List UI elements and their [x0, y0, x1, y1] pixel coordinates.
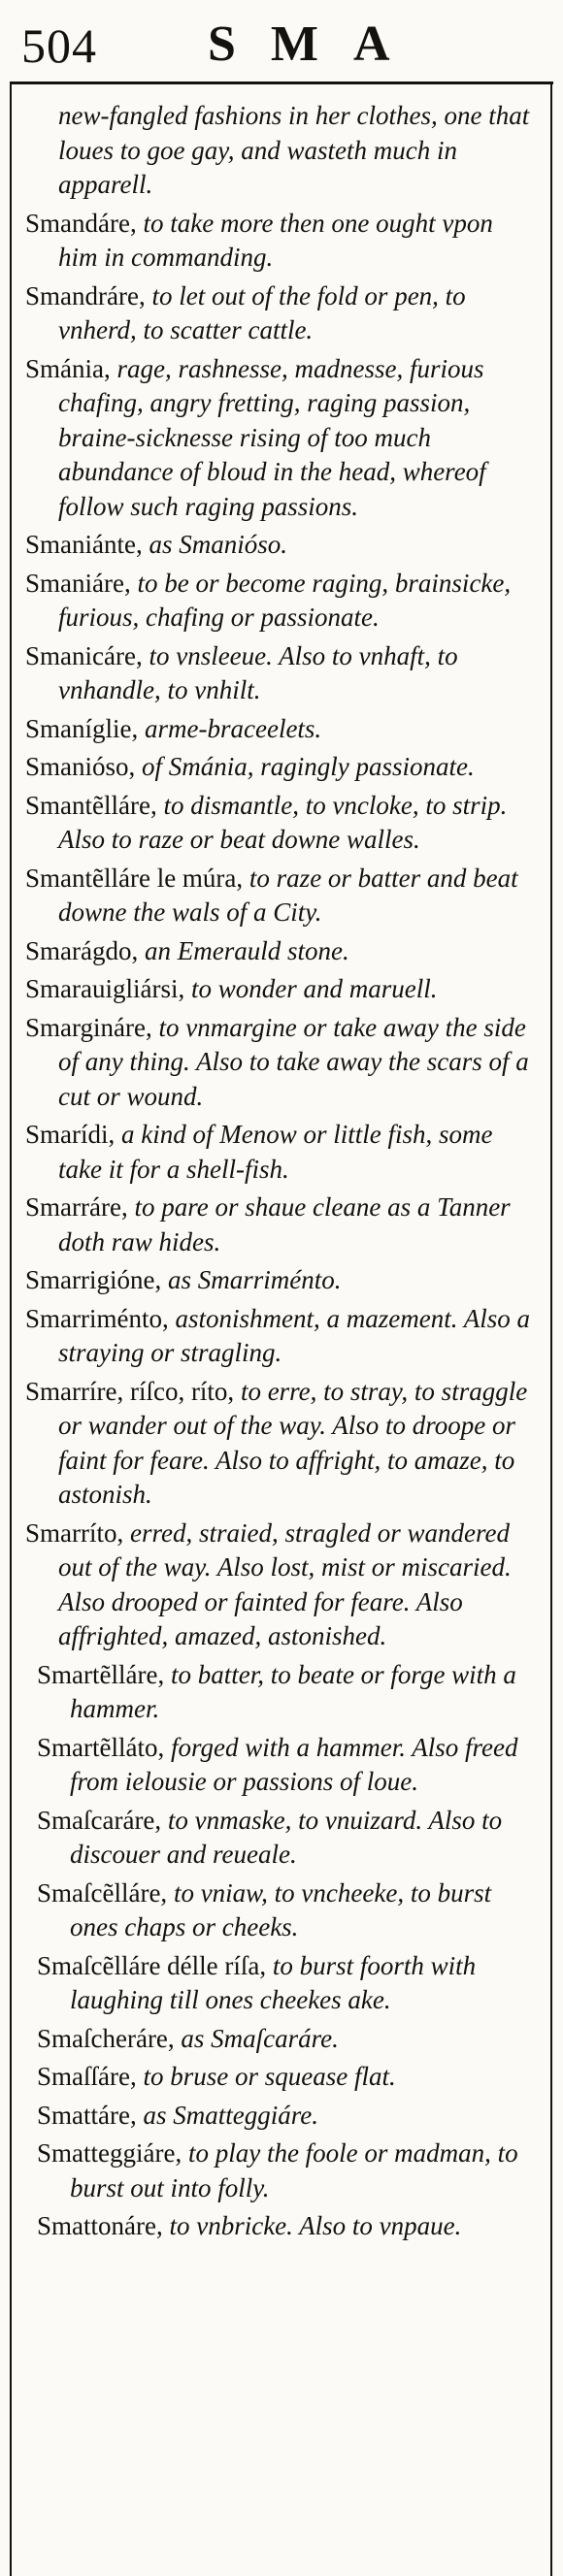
page-header — [0, 0, 563, 93]
entry-definition: to dismantle, to vncloke, to strip. Also to raze or beat downe walles. — [58, 790, 508, 854]
dictionary-entry — [25, 207, 538, 276]
entry-definition: an Emerauld stone. — [144, 935, 349, 965]
entry-headword: Smarágdo, — [25, 935, 139, 965]
dictionary-entry — [25, 1302, 538, 1371]
header-rule — [10, 82, 553, 84]
dictionary-entry — [25, 279, 538, 348]
dictionary-entry — [25, 99, 538, 203]
entry-definition: as Smaſcaráre. — [181, 2023, 339, 2053]
dictionary-entry — [25, 934, 538, 969]
entry-definition: to burst foorth with laughing till ones cheekes ake. — [70, 1950, 477, 2014]
entry-headword: Smarriménto, — [25, 1303, 169, 1333]
entry-definition: to pare or shaue cleane as a Tanner doth raw hides. — [58, 1192, 511, 1256]
entry-headword: Smanicáre, — [25, 640, 143, 670]
dictionary-entry — [25, 789, 538, 858]
entry-definition: to bruse or squease flat. — [143, 2062, 396, 2091]
entry-headword: Smarríto, — [25, 1517, 124, 1548]
entry-definition: of Smánia, ragingly passionate. — [142, 752, 475, 781]
entry-definition: to take more then one ought vpon him in commanding. — [58, 208, 493, 272]
dictionary-entry — [25, 862, 538, 930]
entry-headword: Smarauigliársi, — [25, 974, 185, 1003]
entry-headword: Smaſcẽlláre délle ríſa, — [37, 1950, 267, 1980]
entry-headword: Smatteggiáre, — [37, 2138, 182, 2168]
entry-headword: Smattonáre, — [37, 2211, 163, 2240]
entry-definition: to vnsleeue. Also to vnhaft, to vnhandle, to vnhilt. — [58, 640, 458, 704]
dictionary-entry — [37, 1731, 538, 1800]
entry-definition: to erre, to stray, to straggle or wander out of the way. Also to droope or faint for feare. Also to affright, to amaze, to astonish. — [58, 1376, 528, 1509]
entry-headword: Smaſcheráre, — [37, 2023, 175, 2053]
dictionary-entry — [37, 2099, 538, 2134]
entry-headword: Smartẽlláto, — [37, 1732, 165, 1762]
dictionary-entry — [25, 1118, 538, 1187]
entry-headword: Smargináre, — [25, 1012, 152, 1042]
dictionary-entry — [37, 1658, 538, 1727]
dictionary-entry — [25, 750, 538, 785]
entry-definition: as Smatteggiáre. — [143, 2100, 318, 2130]
entry-headword: Smartẽlláre, — [37, 1659, 165, 1689]
dictionary-entry — [25, 1263, 538, 1298]
entry-definition: astonishment, a mazement. Also a straying or stragling. — [58, 1303, 530, 1367]
dictionary-entry — [37, 2060, 538, 2095]
entry-definition: to be or become raging, brainsicke, furious, chafing or passionate. — [58, 568, 512, 632]
column-rule-left — [10, 82, 12, 2576]
entry-definition: rage, rashnesse, madnesse, furious chafing, angry fretting, raging passion, braine-sicknesse rising of too much abundance of bloud in the head, whereof follow such raging passions. — [58, 353, 486, 521]
entry-headword: Smaniánte, — [25, 530, 143, 559]
entry-definition: to raze or batter and beat downe the wals of a City. — [58, 863, 518, 927]
entry-definition: as Smanióso. — [149, 530, 287, 559]
dictionary-entry — [37, 1949, 538, 2018]
entry-headword: Smánia, — [25, 353, 111, 383]
page-number: 504 — [21, 18, 97, 73]
entry-headword: Smarídi, — [25, 1120, 116, 1149]
dictionary-entry — [25, 639, 538, 708]
entry-definition: to play the foole or madman, to burst out into folly. — [70, 2138, 518, 2202]
entry-headword: Smanióso, — [25, 752, 136, 781]
entry-definition: to vniaw, to vncheeke, to burst ones chaps or cheeks. — [70, 1877, 492, 1941]
entry-definition: to batter, to beate or forge with a hammer. — [70, 1659, 516, 1723]
entry-headword: Smarrigióne, — [25, 1265, 162, 1294]
dictionary-entry — [25, 1375, 538, 1513]
entry-definition: to vnbricke. Also to vnpaue. — [169, 2211, 462, 2240]
dictionary-entry — [37, 2136, 538, 2205]
entry-headword: Smattáre, — [37, 2100, 137, 2130]
dictionary-column — [25, 99, 538, 2248]
entry-headword: Smandáre, — [25, 208, 137, 238]
entry-definition: to let out of the fold or pen, to vnherd, to scatter cattle. — [58, 280, 466, 344]
dictionary-entry — [25, 1190, 538, 1259]
entry-definition: to wonder and maruell. — [190, 974, 438, 1003]
dictionary-entry — [25, 972, 538, 1007]
entry-headword: Smaſcaráre, — [37, 1805, 162, 1835]
entry-definition: arme-braceelets. — [145, 713, 322, 743]
entry-headword: Smaniáre, — [25, 568, 131, 598]
entry-headword: Smaſcẽlláre, — [37, 1877, 168, 1908]
dictionary-entry — [37, 1876, 538, 1945]
column-rule-right — [550, 82, 552, 2576]
entry-definition: a kind of Menow or little fish, some take it for a shell-fish. — [58, 1120, 493, 1184]
entry-headword: Smarráre, — [25, 1192, 128, 1222]
entry-headword: Smaníglie, — [25, 713, 139, 743]
entry-definition: to vnmaske, to vnuizard. Also to discouer and reueale. — [70, 1805, 503, 1869]
dictionary-entry — [25, 1516, 538, 1654]
entry-definition: forged with a hammer. Also freed from ielousie or passions of loue. — [70, 1732, 518, 1796]
dictionary-entry — [25, 352, 538, 525]
entry-definition: erred, straied, stragled or wandered out of the way. Also lost, mist or miscaried. Also drooped or fainted for feare. Also affrighted, amazed, astonished. — [58, 1517, 512, 1650]
dictionary-entry — [25, 528, 538, 563]
dictionary-entry — [25, 712, 538, 747]
entry-definition: to vnmargine or take away the side of any thing. Also to take away the scars of a cut or wound. — [58, 1012, 529, 1111]
entry-headword: Smaſſáre, — [37, 2062, 137, 2091]
entry-headword: Smantẽlláre, — [25, 790, 157, 820]
running-head: SMA — [208, 16, 425, 72]
entry-headword: Smandráre, — [25, 280, 146, 310]
dictionary-entry — [37, 1804, 538, 1873]
dictionary-entry — [25, 567, 538, 636]
dictionary-entry — [37, 2209, 538, 2244]
entry-definition: as Smarriménto. — [167, 1265, 342, 1294]
entry-headword: Smantẽlláre le múra, — [25, 863, 244, 893]
dictionary-entry — [25, 1011, 538, 1115]
entry-definition: new-fangled fashions in her clothes, one that loues to goe gay, and wasteth much in apparell. — [58, 101, 530, 199]
dictionary-entry — [37, 2022, 538, 2057]
entry-headword: Smarríre, ríſco, ríto, — [25, 1376, 235, 1406]
